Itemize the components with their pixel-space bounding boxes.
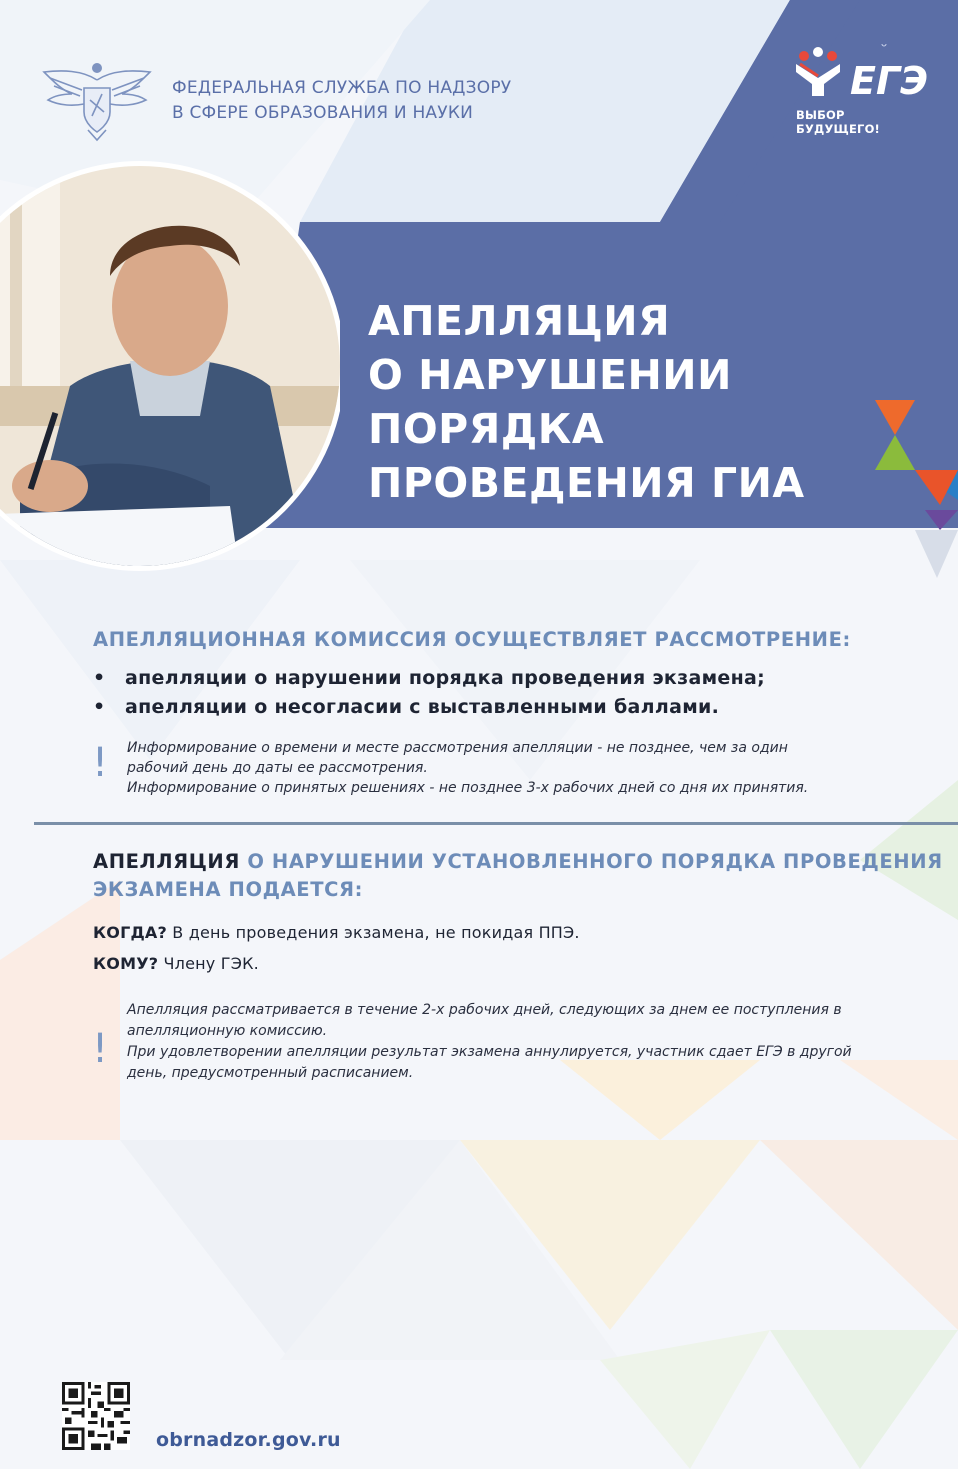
website-link[interactable]: obrnadzor.gov.ru xyxy=(156,1429,341,1451)
section-divider xyxy=(34,822,958,825)
student-photo xyxy=(0,156,340,576)
whom-label: КОМУ? xyxy=(93,954,159,973)
exclamation-icon: ! xyxy=(92,1026,109,1072)
eagle-emblem-icon xyxy=(42,60,152,144)
note-paragraph: Апелляция рассматривается в течение 2-х рабочих дней, следующих за днем ее поступления в апелляционную комиссию. xyxy=(127,1002,842,1039)
section1-heading: АПЕЛЛЯЦИОННАЯ КОМИССИЯ ОСУЩЕСТВЛЯЕТ РАССМОТРЕНИЕ: xyxy=(93,628,851,651)
section1-bullet-list xyxy=(93,664,765,722)
section1-note xyxy=(127,738,887,798)
section2-heading-dark: АПЕЛЛЯЦИЯ xyxy=(93,850,240,873)
qr-code-icon xyxy=(62,1382,130,1450)
when-label: КОГДА? xyxy=(93,923,167,942)
hero-title xyxy=(368,294,805,510)
section2-heading xyxy=(93,848,943,904)
note-paragraph: Информирование о принятых решениях - не позднее 3-х рабочих дней со дня их принятия. xyxy=(127,780,809,796)
exclamation-icon: ! xyxy=(92,740,109,786)
hero-title-line: ПРОВЕДЕНИЯ ГИА xyxy=(368,459,805,507)
hero-title-line: О НАРУШЕНИИ xyxy=(368,351,732,399)
note-paragraph: При удовлетворении апелляции результат экзамена аннулируется, участник сдает ЕГЭ в другой день, предусмотренный расписанием. xyxy=(127,1044,852,1081)
whom-text: Члену ГЭК. xyxy=(158,954,259,973)
section2-heading-rest: О НАРУШЕНИИ УСТАНОВЛЕННОГО ПОРЯДКА ПРОВЕДЕНИЯ xyxy=(239,850,943,873)
when-row xyxy=(93,923,580,942)
section2-note xyxy=(127,1000,887,1084)
whom-row xyxy=(93,954,259,973)
hero-title-line: ПОРЯДКА xyxy=(368,405,605,453)
ege-slogan: ВЫБОР БУДУЩЕГО! xyxy=(796,108,880,136)
agency-name-line1: ФЕДЕРАЛЬНАЯ СЛУЖБА ПО НАДЗОРУ xyxy=(172,78,512,98)
note-paragraph: Информирование о времени и месте рассмотрения апелляции - не позднее, чем за один рабочий день до даты ее рассмотрения. xyxy=(127,740,788,776)
when-text: В день проведения экзамена, не покидая ППЭ. xyxy=(167,923,580,942)
section2-heading-line2: ЭКЗАМЕНА ПОДАЕТСЯ: xyxy=(93,878,364,901)
hero-title-line: АПЕЛЛЯЦИЯ xyxy=(368,297,671,345)
ege-logo-text: ЕГЭ xyxy=(850,59,929,103)
agency-name-line2: В СФЕРЕ ОБРАЗОВАНИЯ И НАУКИ xyxy=(172,103,473,123)
list-item: • апелляции о несогласии с выставленными баллами. xyxy=(93,693,765,722)
list-item: • апелляции о нарушении порядка проведения экзамена; xyxy=(93,664,765,693)
agency-name xyxy=(172,76,511,126)
